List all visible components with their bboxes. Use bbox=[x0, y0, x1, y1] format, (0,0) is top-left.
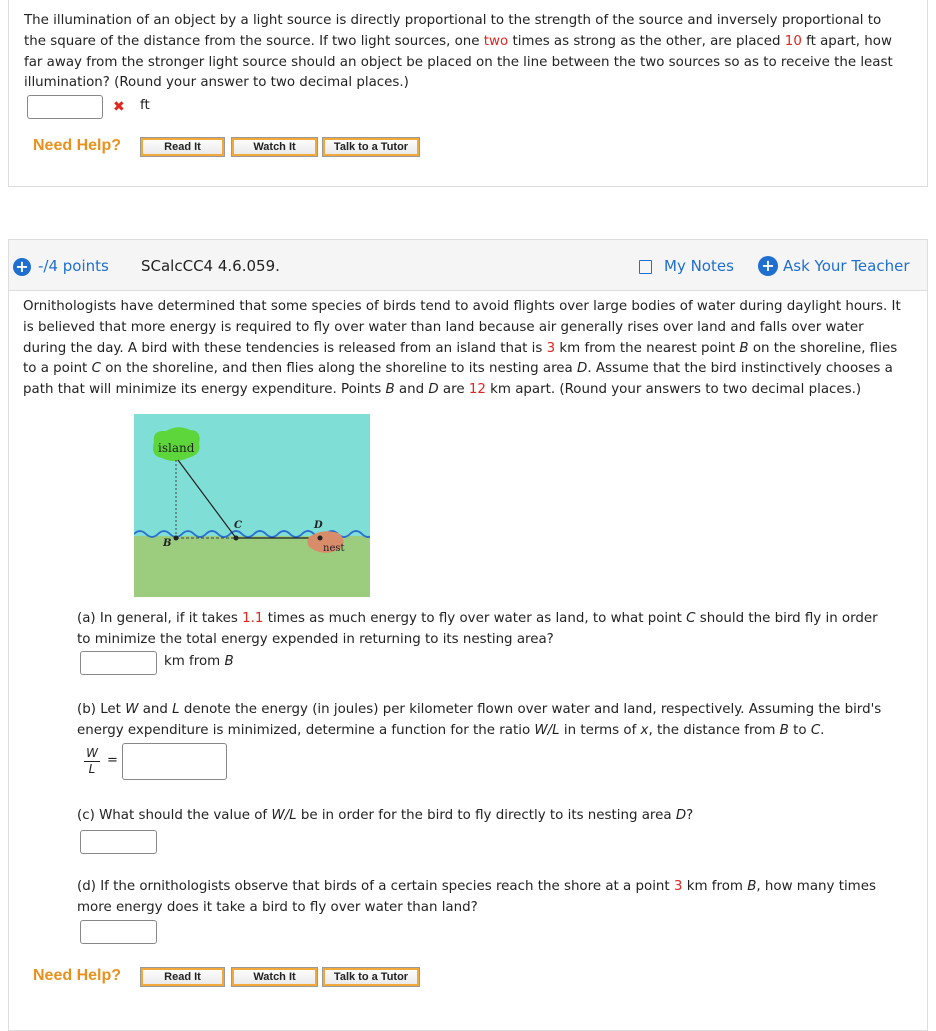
need-help-label: Need Help? bbox=[33, 137, 122, 154]
answer-input-a[interactable] bbox=[80, 651, 157, 675]
equals-sign: = bbox=[107, 753, 118, 768]
talk-to-tutor-button[interactable]: Talk to a Tutor bbox=[322, 137, 420, 157]
answer-input-b[interactable] bbox=[122, 743, 227, 780]
unit-label-a: km from B bbox=[164, 654, 234, 669]
island-label: island bbox=[158, 441, 195, 455]
read-it-button-2[interactable]: Read It bbox=[140, 967, 225, 987]
part-a: (a) In general, if it takes 1.1 times as much energy to fly over water as land, to what point C should the bird fly in order to minimize the total energy expended in returning to its nesting area? bbox=[77, 611, 878, 647]
part-d: (d) If the ornithologists observe that birds of a certain species reach the shore at a point 3 km from B, how many times more energy does it take a bird to fly over water than land? bbox=[77, 879, 876, 915]
variable-multiplier: two bbox=[483, 33, 509, 49]
variable-island-km: 3 bbox=[546, 340, 556, 356]
question-header bbox=[9, 240, 927, 291]
point-b-dot bbox=[174, 536, 179, 541]
answer-input-d[interactable] bbox=[80, 920, 157, 944]
point-d-label: D bbox=[314, 520, 323, 531]
watch-it-button-2[interactable]: Watch It bbox=[231, 967, 318, 987]
problem-code: SCalcCC4 4.6.059. bbox=[141, 257, 280, 275]
read-it-button[interactable]: Read It bbox=[140, 137, 225, 157]
variable-distance: 10 bbox=[784, 33, 802, 49]
notes-icon[interactable] bbox=[639, 260, 652, 274]
unit-label: ft bbox=[140, 98, 150, 113]
part-c: (c) What should the value of W/L be in order for the bird to fly directly to its nesting area D? bbox=[77, 808, 694, 823]
watch-it-button[interactable]: Watch It bbox=[231, 137, 318, 157]
part-b: (b) Let W and L denote the energy (in joules) per kilometer flown over water and land, respectively. Assuming the bird's energy expenditure is minimized, determine a function for the ratio W/L in terms of x, the distance from B to C. bbox=[77, 702, 882, 738]
answer-input-q1[interactable] bbox=[27, 95, 103, 119]
question-text: The illumination of an object by a light source is directly proportional to the strength of the source and inversely proportional to bbox=[24, 13, 882, 28]
question-panel-1: The illumination of an object by a light source is directly proportional to the strength of the source and inversely proportional to the square of the distance from the source. If two light sources, one two times as strong as the other, are placed 10 ft apart, how far away from the stronger light source should an object be placed on the line between the two sources so as to receive the least illumination? (Round your answer to two decimal places.) ✖ ft Need Help? Read It Watch It Talk to a Tutor bbox=[8, 0, 928, 187]
variable-energy-factor: 1.1 bbox=[242, 611, 264, 626]
island-shore-figure bbox=[134, 414, 370, 597]
ask-your-teacher-link[interactable]: Ask Your Teacher bbox=[783, 257, 910, 275]
ask-teacher-plus-icon[interactable]: + bbox=[758, 256, 778, 276]
fraction-w-over-l: W L bbox=[84, 746, 100, 777]
variable-bd-km: 12 bbox=[468, 382, 486, 398]
answer-input-c[interactable] bbox=[80, 830, 157, 854]
my-notes-link[interactable]: My Notes bbox=[664, 257, 734, 275]
nest-label: nest bbox=[323, 543, 345, 554]
point-c-label: C bbox=[234, 520, 242, 531]
point-d-dot bbox=[318, 536, 323, 541]
problem-intro: Ornithologists have determined that some species of birds tend to avoid flights over large bodies of water during daylight hours. It is believed that more energy is required to fly over water than land because air generally rises over land and falls over water during the day. A bird with these tendencies is released from an island that is 3 km from the nearest point B on the shoreline, flies to a point C on the shoreline, and then flies along the shoreline to its nesting area D. Assume that the bird instinctively chooses a path that will minimize its energy expenditure. Points B and D are 12 km apart. (Round your answers to two decimal places.) bbox=[23, 299, 901, 398]
incorrect-icon: ✖ bbox=[113, 99, 125, 115]
point-c-dot bbox=[234, 536, 239, 541]
talk-to-tutor-button-2[interactable]: Talk to a Tutor bbox=[322, 967, 420, 987]
need-help-label-2: Need Help? bbox=[33, 967, 122, 984]
variable-shore-km: 3 bbox=[673, 879, 683, 894]
points-label: -/4 points bbox=[38, 257, 109, 275]
question-panel-2 bbox=[8, 239, 928, 1031]
point-b-label: B bbox=[163, 538, 172, 549]
expand-plus-icon[interactable]: + bbox=[13, 258, 31, 276]
